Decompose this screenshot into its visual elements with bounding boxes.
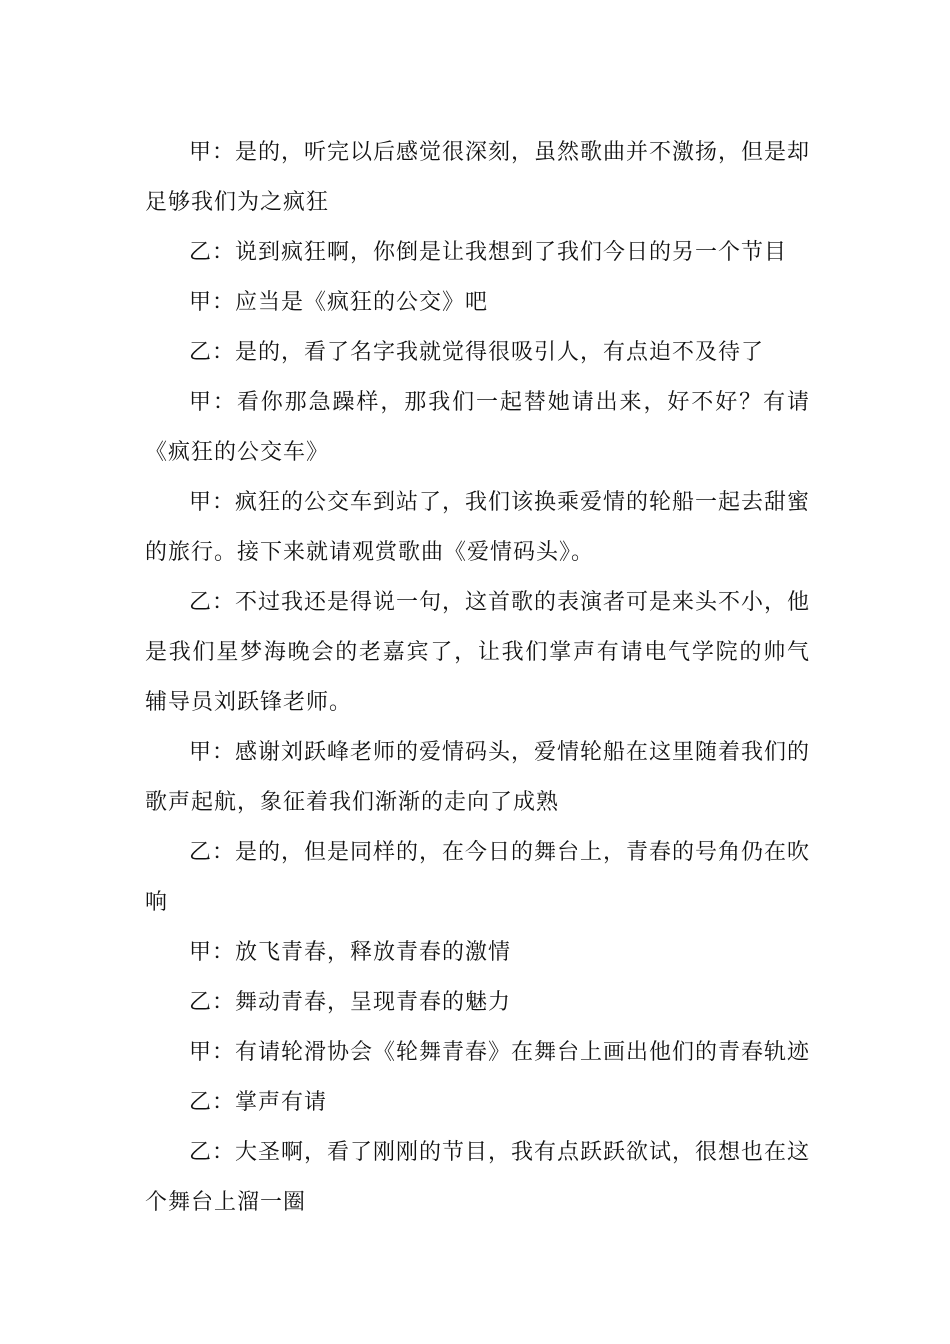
dialogue-paragraph: 甲：放飞青春，释放青春的激情 bbox=[189, 940, 512, 965]
dialogue-paragraph: 甲：看你那急躁样，那我们一起替她请出来，好不好？有请《疯狂的公交车》 bbox=[145, 390, 810, 465]
dialogue-paragraph: 乙：大圣啊，看了刚刚的节目，我有点跃跃欲试，很想也在这个舞台上溜一圈 bbox=[145, 1140, 811, 1215]
dialogue-paragraph: 乙：是的，但是同样的，在今日的舞台上，青春的号角仍在吹响 bbox=[145, 840, 811, 915]
dialogue-paragraph: 甲：感谢刘跃峰老师的爱情码头，爱情轮船在这里随着我们的歌声起航，象征着我们渐渐的走向了成熟 bbox=[145, 740, 811, 815]
dialogue-paragraph: 乙：不过我还是得说一句，这首歌的表演者可是来头不小，他是我们星梦海晚会的老嘉宾了，让我们掌声有请电气学院的帅气辅导员刘跃锋老师。 bbox=[145, 590, 811, 715]
dialogue-paragraph: 乙：是的，看了名字我就觉得很吸引人，有点迫不及待了 bbox=[189, 340, 765, 365]
dialogue-paragraph: 乙：舞动青春，呈现青春的魅力 bbox=[189, 990, 512, 1015]
document-body bbox=[145, 128, 810, 1228]
dialogue-paragraph: 甲：有请轮滑协会《轮舞青春》在舞台上画出他们的青春轨迹 bbox=[189, 1040, 811, 1065]
dialogue-paragraph: 甲：应当是《疯狂的公交》吧 bbox=[189, 290, 489, 315]
dialogue-paragraph: 甲：疯狂的公交车到站了，我们该换乘爱情的轮船一起去甜蜜的旅行。接下来就请观赏歌曲《爱情码头》。 bbox=[145, 490, 811, 565]
dialogue-paragraph: 乙：掌声有请 bbox=[189, 1090, 328, 1115]
dialogue-paragraph: 甲：是的，听完以后感觉很深刻，虽然歌曲并不激扬，但是却足够我们为之疯狂 bbox=[145, 140, 811, 215]
dialogue-paragraph: 乙：说到疯狂啊，你倒是让我想到了我们今日的另一个节目 bbox=[189, 240, 788, 265]
